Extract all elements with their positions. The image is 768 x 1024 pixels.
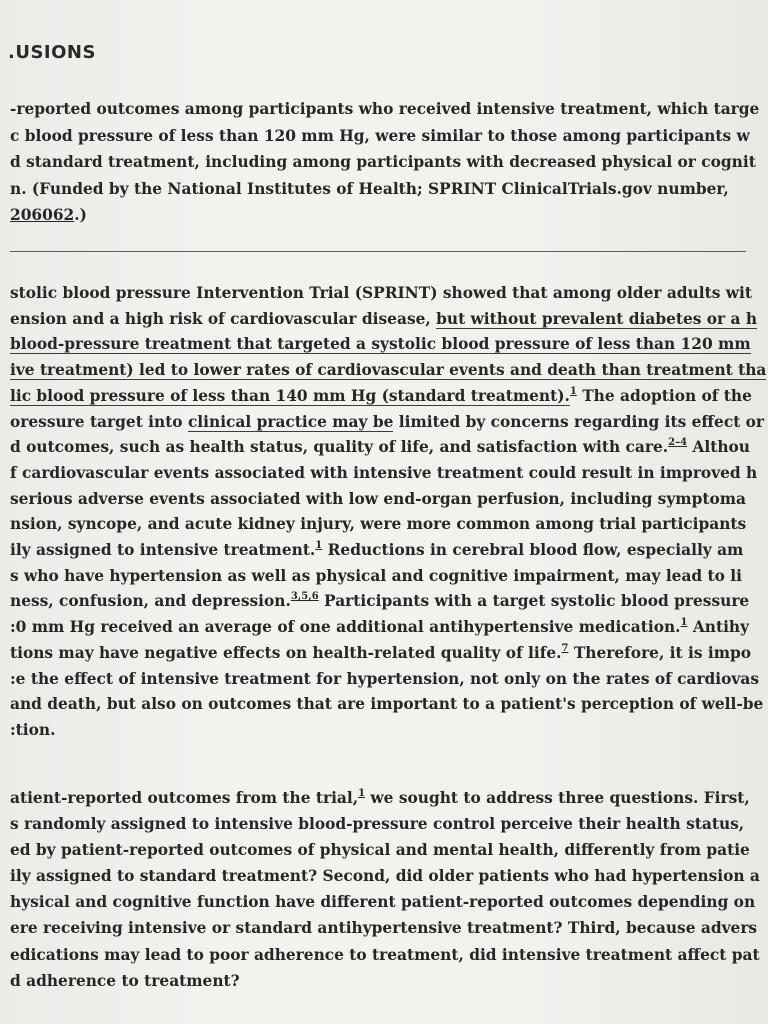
body-line: and death, but also on outcomes that are important to a patient's perception of well-be — [10, 695, 764, 714]
pen-underline: clinical practice may be — [187, 412, 394, 431]
body-line: :0 mm Hg received an average of one additional antihypertensive medication.$^1$ Antihy — [10, 617, 750, 637]
body-line: atient-reported outcomes from the trial,$^1$ we sought to address three questions. First, — [10, 788, 750, 807]
body-line: lic blood pressure of less than 140 mm Hg (standard treatment).$^1$ The adoption of the — [10, 385, 752, 405]
citation-link[interactable]: 1 — [569, 385, 577, 397]
body-line: f cardiovascular events associated with intensive treatment could result in improved h — [10, 463, 758, 482]
pen-underline: lic blood pressure of less than 140 mm Hg (standard treatment). — [10, 386, 570, 405]
section-heading: .USIONS — [8, 42, 96, 63]
citation-link[interactable]: 2–4 — [668, 437, 688, 449]
body-line — [10, 358, 768, 384]
body-line: s who have hypertension as well as physical and cognitive impairment, may lead to li — [10, 566, 742, 585]
pen-underline: of cardiovascular events and death than treatment tha — [295, 361, 767, 380]
body-line: :e the effect of intensive treatment for hypertension, not only on the rates of cardiovas — [10, 669, 760, 688]
abstract-conclusions — [10, 96, 768, 229]
pen-underline: blood-pressure treatment that targeted a systolic — [10, 335, 442, 354]
questions-paragraph — [10, 785, 768, 994]
body-line: d adherence to treatment? — [10, 971, 240, 990]
section-divider — [10, 251, 746, 252]
citation-link[interactable]: 1 — [358, 788, 366, 799]
pen-underline: but without prevalent diabetes or a h — [436, 309, 758, 328]
body-line: hysical and cognitive function have different patient-reported outcomes depending on — [10, 893, 756, 912]
citation-link[interactable]: 7 — [561, 642, 569, 654]
body-line: ness, confusion, and depression.$^{3,5,6}$ Participants with a target systolic blood pressure — [10, 591, 750, 611]
body-line: ily assigned to standard treatment? Second, did older patients who had hypertension a — [10, 867, 760, 886]
abstract-line: n. (Funded by the National Institutes of Health; SPRINT ClinicalTrials.gov number, — [10, 179, 729, 198]
pen-underline: ive treatment) led to lower rates — [10, 361, 296, 380]
body-line: tions may have negative effects on health-related quality of life.$^7$ Therefore, it is impo — [10, 642, 752, 662]
abstract-line: -reported outcomes among participants who received intensive treatment, which targe — [10, 100, 760, 118]
body-line: oressure target into clinical practice may be limited by concerns regarding its effect or — [10, 412, 765, 431]
body-line: nsion, syncope, and acute kidney injury, were more common among trial participants — [10, 515, 747, 534]
body-line: ily assigned to intensive treatment.$^1$ Reductions in cerebral blood flow, especially am — [10, 540, 744, 560]
body-line: d outcomes, such as health status, quality of life, and satisfaction with care.$^{2-4}$ Althou — [10, 437, 750, 457]
body-line — [10, 332, 768, 358]
intro-paragraph — [10, 281, 768, 744]
body-line: serious adverse events associated with low end-organ perfusion, including symptoma — [10, 489, 746, 508]
citation-link[interactable]: 1 — [315, 540, 323, 552]
abstract-line: d standard treatment, including among participants with decreased physical or cognit — [10, 153, 756, 171]
pen-underline: blood pressure of less than 120 mm — [441, 335, 751, 354]
clinicaltrials-number-link[interactable]: 206062 — [10, 206, 75, 224]
citation-link[interactable]: 3,5,6 — [290, 591, 319, 603]
body-line: ed by patient-reported outcomes of physical and mental health, differently from patie — [10, 841, 750, 860]
abstract-line: c blood pressure of less than 120 mm Hg, were similar to those among participants w — [10, 126, 750, 145]
body-line: :tion. — [10, 720, 56, 739]
abstract-line: 206062.) — [10, 206, 87, 224]
body-line: ension and a high risk of cardiovascular disease, but without prevalent diabetes or a h — [10, 309, 758, 328]
body-line: edications may lead to poor adherence to treatment, did intensive treatment affect pat — [10, 945, 760, 964]
body-line: stolic blood pressure Intervention Trial (SPRINT) showed that among older adults wit — [10, 284, 752, 302]
body-line: ere receiving intensive or standard antihypertensive treatment? Third, because advers — [10, 919, 758, 938]
body-line: s randomly assigned to intensive blood-pressure control perceive their health status, — [10, 815, 745, 834]
citation-link[interactable]: 1 — [680, 617, 688, 629]
